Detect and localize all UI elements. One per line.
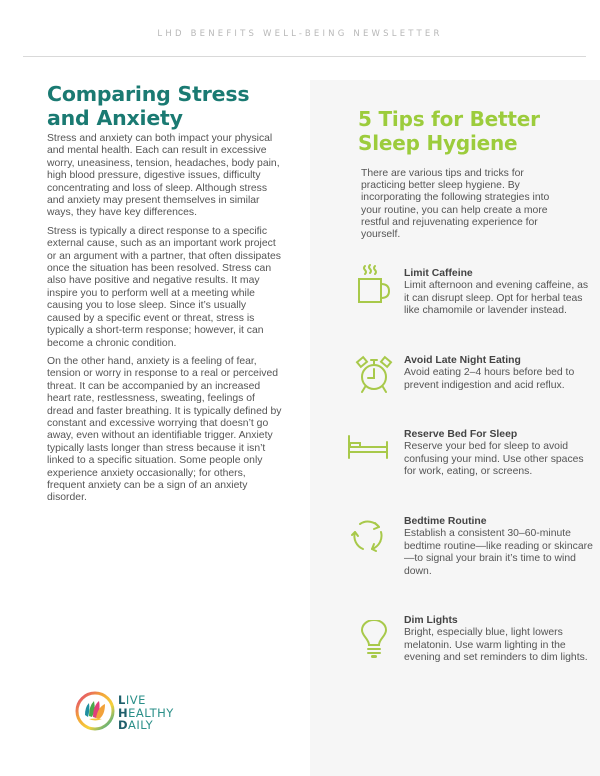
live-healthy-daily-logo-icon <box>74 690 116 732</box>
logo-text: IVE <box>125 693 146 707</box>
logo-initial: H <box>118 705 129 720</box>
article-title-line-1: Comparing Stress <box>47 82 250 106</box>
tip-title: Dim Lights <box>404 615 458 626</box>
stress-anxiety-article <box>47 82 282 511</box>
logo-line-daily <box>118 719 174 732</box>
article-paragraph: On the other hand, anxiety is a feeling of fear, tension or worry in response to a real or perceived threat. It can be accompanied by an increased heart rate, restlessness, sweating, feelings of dread and faster breathing. It is typically defined by constant and excessive worrying that doesn’t go away, even without an identifiable trigger. Anxiety typically lasts longer than stress because it isn’t linked to a specific situation. Some people only experience anxiety occasionally; for others, frequent anxiety can be a sign of an anxiety disorder. <box>47 355 282 504</box>
tip-title: Reserve Bed For Sleep <box>404 429 518 440</box>
alarm-clock-icon <box>354 355 394 395</box>
logo-text: EALTHY <box>128 705 174 720</box>
tip-reserve-bed-for-sleep <box>404 429 594 479</box>
tips-title-line-1: 5 Tips for Better <box>358 107 540 131</box>
article-paragraph: Stress and anxiety can both impact your physical and mental health. Each can result in excessive worry, uneasiness, tension, headaches, body pain, high blood pressure, digestive issues, difficulty concentrating and loss of sleep. Although stress and anxiety may present themselves in similar ways, they have key differences. <box>47 133 280 219</box>
coffee-mug-icon <box>353 264 393 308</box>
logo-wordmark <box>118 694 174 732</box>
tips-title-line-2: Sleep Hygiene <box>358 131 518 155</box>
article-title-line-2: and Anxiety <box>47 106 183 130</box>
tip-body: Establish a consistent 30–60-minute bedtime routine—like reading or skincare—to signal your brain it’s time to wind down. <box>404 528 593 577</box>
tips-intro: There are various tips and tricks for practicing better sleep hygiene. By incorporating the following strategies into your routine, you can help create a more restful and rejuvenating experience for yourself. <box>361 168 550 241</box>
light-bulb-icon <box>360 620 388 660</box>
tip-body: Limit afternoon and evening caffeine, as it can disrupt sleep. Opt for herbal teas like chamomile or lavender instead. <box>404 280 589 317</box>
article-paragraph: Stress is typically a direct response to a specific external cause, such as an important work project or an argument with a partner, that often dissipates once the situation has been resolved. Stress can also have positive and negative results. It may inspire you to perform well at a meeting while causing you to lose sleep. Since it’s usually caused by a specific event or threat, stress is typically a short-term response; however, it can become a chronic condition. <box>47 225 281 349</box>
tip-dim-lights <box>404 615 594 665</box>
cycle-arrows-icon <box>350 518 386 554</box>
newsletter-header: LHD BENEFITS WELL-BEING NEWSLETTER <box>157 29 443 39</box>
tip-body: Avoid eating 2–4 hours before bed to prevent indigestion and acid reflux. <box>404 367 575 391</box>
tip-limit-caffeine <box>404 268 594 318</box>
logo-text: AILY <box>128 718 154 732</box>
tip-body: Reserve your bed for sleep to avoid confusing your mind. Use other spaces for work, eating, or screens. <box>404 441 584 478</box>
article-title <box>47 82 282 130</box>
tip-bedtime-routine <box>404 516 594 578</box>
logo-initial: D <box>118 718 129 732</box>
tip-body: Bright, especially blue, light lowers melatonin. Use warm lighting in the evening and set reminders to dim lights. <box>404 627 588 664</box>
tips-title <box>358 107 578 155</box>
tip-title: Avoid Late Night Eating <box>404 355 521 366</box>
header-divider <box>23 56 586 57</box>
bed-icon <box>346 434 390 460</box>
logo-initial: L <box>118 693 126 707</box>
tip-avoid-late-night-eating <box>404 355 594 392</box>
tip-title: Limit Caffeine <box>404 268 473 279</box>
tip-title: Bedtime Routine <box>404 516 487 527</box>
